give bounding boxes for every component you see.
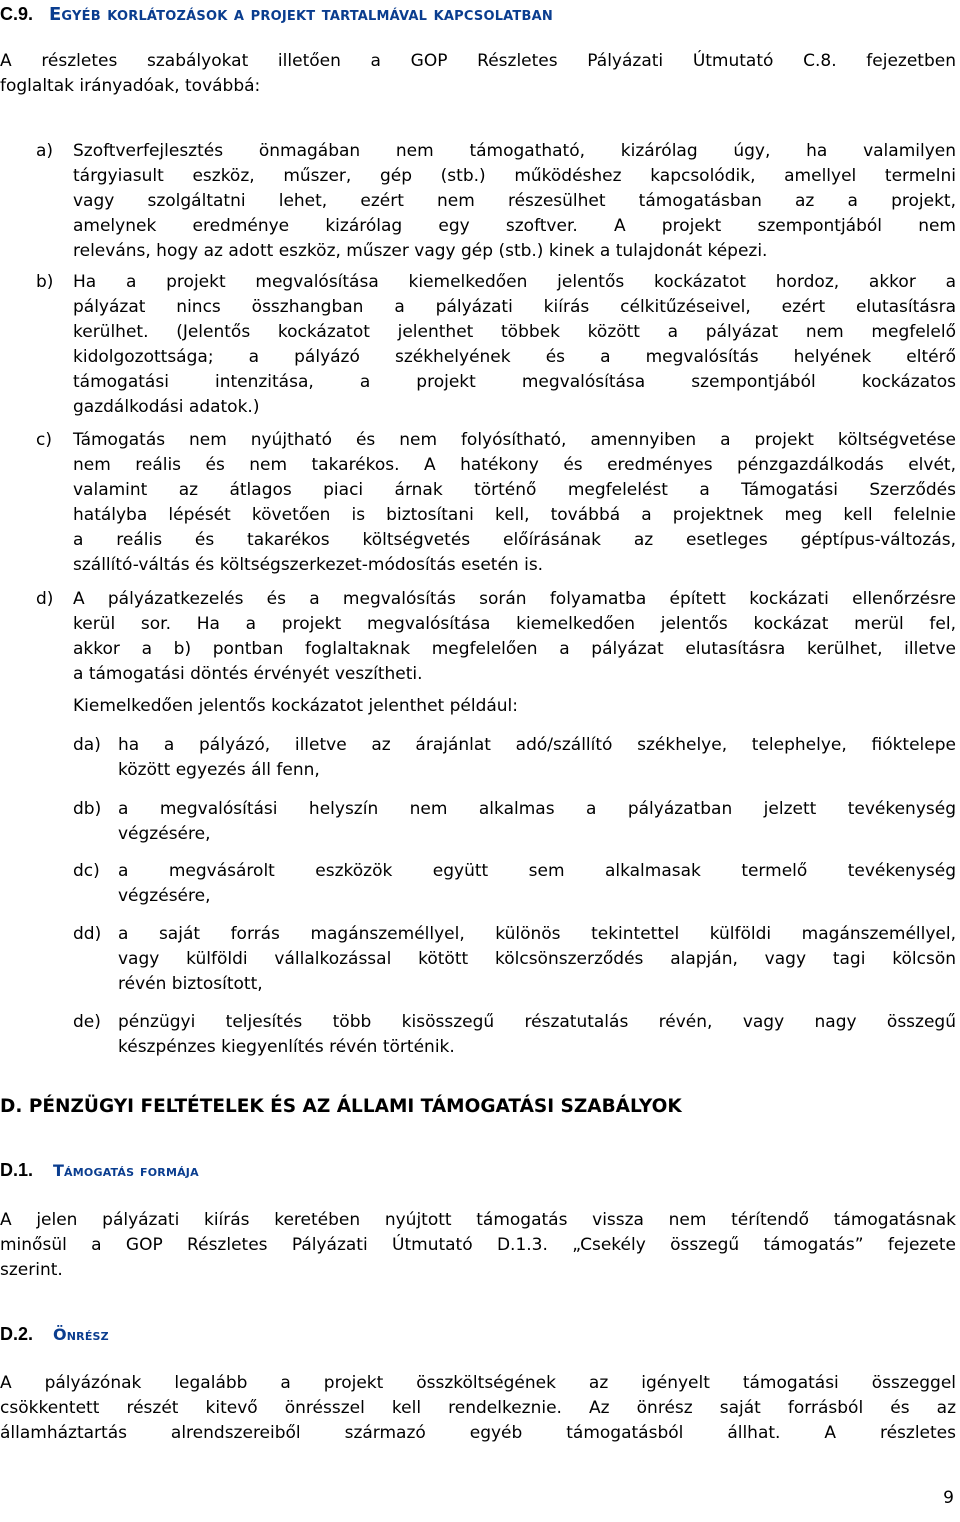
- item-text-line: Szoftverfejlesztés önmagában nem támogatható, kizárólag úgy, ha valamilyen: [73, 141, 956, 161]
- item-text-line: nem reális és nem takarékos. A hatékony és eredményes pénzgazdálkodás elvét,: [73, 455, 956, 475]
- item-text-line: kerülhet. (Jelentős kockázatot jelenthet többek között a pályázat nem megfelelő: [73, 322, 956, 342]
- paragraph-line: A jelen pályázati kiírás keretében nyújtott támogatás vissza nem térítendő támogatásnak: [0, 1210, 956, 1230]
- item-text-line: pályázat nincs összhangban a pályázati kiírás célkitűzéseivel, ezért elutasításra: [73, 297, 956, 317]
- section-title: Támogatás formája: [52, 1161, 199, 1180]
- paragraph-line: csökkentett részét kitevő önrésszel kell rendelkeznie. Az önrész saját forrásból és az: [0, 1398, 956, 1418]
- item-text-line: tárgyiasult eszköz, műszer, gép (stb.) működéshez kapcsolódik, amellyel termelni: [73, 166, 956, 186]
- subitem-text-line: végzésére,: [118, 824, 211, 844]
- section-number: D.2.: [0, 1324, 34, 1344]
- section-title: Egyéb korlátozások a projekt tartalmával kapcsolatban: [48, 4, 553, 25]
- section-heading-d2: [0, 1324, 109, 1345]
- subitem-marker: da): [73, 735, 101, 755]
- subitem-marker: dd): [73, 924, 102, 944]
- paragraph-line: A pályázónak legalább a projekt összköltségének az igényelt támogatási összeggel: [0, 1373, 956, 1393]
- item-text-line: kidolgozottsága; a pályázó székhelyének és a megvalósítás helyének eltérő: [73, 347, 956, 367]
- item-marker: a): [36, 141, 54, 161]
- item-text-line: gazdálkodási adatok.): [73, 397, 260, 417]
- item-text-line: szállító-váltás és költségszerkezet-módosítás esetén is.: [73, 555, 544, 575]
- item-text-line: akkor a b) pontban foglaltaknak megfelelően a pályázat elutasításra kerülhet, illetve: [73, 639, 956, 659]
- intro-line: A részletes szabályokat illetően a GOP Részletes Pályázati Útmutató C.8. fejezetben: [0, 51, 956, 71]
- section-heading-c9: [0, 4, 553, 25]
- paragraph-line: minősül a GOP Részletes Pályázati Útmutató D.1.3. „Csekély összegű támogatás” fejezete: [0, 1235, 956, 1255]
- subitem-text-line: a megvásárolt eszközök együtt sem alkalmasak termelő tevékenység: [118, 861, 956, 881]
- subitem-text-line: révén biztosított,: [118, 974, 263, 994]
- subitem-text-line: a saját forrás magánszeméllyel, különös tekintettel külföldi magánszeméllyel,: [118, 924, 956, 944]
- subitem-text-line: végzésére,: [118, 886, 211, 906]
- item-text-line: a reális és takarékos költségvetés előírásának az esetleges géptípus-változás,: [73, 530, 956, 550]
- paragraph-line: államháztartás alrendszereiből származó egyéb támogatásból állhat. A részletes: [0, 1423, 956, 1443]
- subitem-text-line: a megvalósítási helyszín nem alkalmas a pályázatban jelzett tevékenység: [118, 799, 956, 819]
- example-intro: Kiemelkedően jelentős kockázatot jelenthet például:: [73, 696, 519, 716]
- item-text-line: valamint az átlagos piaci árnak történő megfelelést a Támogatási Szerződés: [73, 480, 956, 500]
- item-text-line: vagy szolgáltatni lehet, ezért nem részesülhet támogatásban az a projekt,: [73, 191, 956, 211]
- item-marker: b): [36, 272, 54, 292]
- subitem-text-line: pénzügyi teljesítés több kisösszegű részatutalás révén, vagy nagy összegű: [118, 1012, 956, 1032]
- item-text-line: releváns, hogy az adott eszköz, műszer vagy gép (stb.) kinek a tulajdonát képezi.: [73, 241, 768, 261]
- page-number: 9: [943, 1488, 954, 1508]
- subitem-marker: de): [73, 1012, 101, 1032]
- item-text-line: kerül sor. Ha a projekt megvalósítása kiemelkedően jelentős kockázat merül fel,: [73, 614, 956, 634]
- subitem-marker: dc): [73, 861, 100, 881]
- item-text-line: Támogatás nem nyújtható és nem folyósítható, amennyiben a projekt költségvetése: [73, 430, 956, 450]
- item-text-line: a támogatási döntés érvényét veszítheti.: [73, 664, 423, 684]
- item-text-line: hatályba lépését követően is biztosítani kell, továbbá a projektnek meg kell felelnie: [73, 505, 956, 525]
- item-text-line: támogatási intenzitása, a projekt megvalósítása szempontjából kockázatos: [73, 372, 956, 392]
- section-number: D.1.: [0, 1160, 34, 1180]
- item-text-line: Ha a projekt megvalósítása kiemelkedően jelentős kockázatot hordoz, akkor a: [73, 272, 956, 292]
- paragraph-line: szerint.: [0, 1260, 63, 1280]
- subitem-text-line: között egyezés áll fenn,: [118, 760, 320, 780]
- item-text-line: amelynek eredménye kizárólag egy szoftver. A projekt szempontjából nem: [73, 216, 956, 236]
- item-marker: c): [36, 430, 52, 450]
- intro-line: foglaltak irányadóak, továbbá:: [0, 76, 261, 96]
- section-number: C.9.: [0, 4, 34, 24]
- subitem-marker: db): [73, 799, 102, 819]
- subitem-text-line: ha a pályázó, illetve az árajánlat adó/szállító székhelye, telephelye, fióktelepe: [118, 735, 956, 755]
- item-text-line: A pályázatkezelés és a megvalósítás során folyamatba épített kockázati ellenőrzésre: [73, 589, 956, 609]
- section-heading-d: D. PÉNZÜGYI FELTÉTELEK ÉS AZ ÁLLAMI TÁMOGATÁSI SZABÁLYOK: [0, 1096, 682, 1117]
- item-marker: d): [36, 589, 54, 609]
- subitem-text-line: készpénzes kiegyenlítés révén történik.: [118, 1037, 455, 1057]
- subitem-text-line: vagy külföldi vállalkozással kötött kölcsönszerződés alapján, vagy tagi kölcsön: [118, 949, 956, 969]
- section-title: Önrész: [52, 1325, 109, 1344]
- section-heading-d1: [0, 1160, 199, 1181]
